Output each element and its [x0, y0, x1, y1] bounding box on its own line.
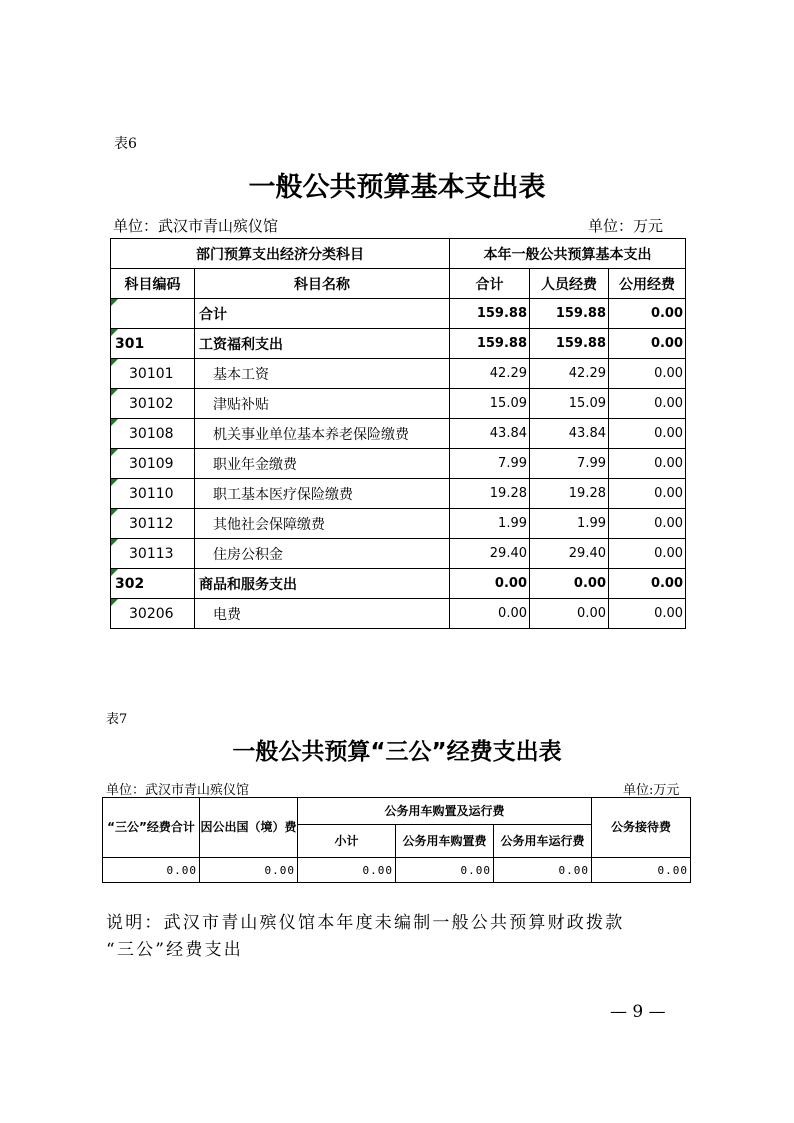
row-total: 159.88 — [450, 329, 530, 359]
row-code-text: 30206 — [129, 605, 174, 622]
table-row — [111, 329, 686, 359]
table-row — [111, 509, 686, 539]
row-total: 0.00 — [450, 599, 530, 629]
column-header-total: 合计 — [450, 269, 530, 299]
row-total: 29.40 — [450, 539, 530, 569]
table7-header-row-1 — [103, 798, 691, 825]
table-row — [111, 569, 686, 599]
row-code — [111, 509, 195, 539]
row-public: 0.00 — [609, 389, 686, 419]
row-public: 0.00 — [609, 479, 686, 509]
row-code-text: 30112 — [129, 515, 174, 532]
table6-group-header-row — [111, 239, 686, 269]
row-code — [111, 299, 195, 329]
page-number: — 9 — — [610, 1002, 666, 1022]
table7-value-row — [103, 858, 691, 883]
row-public: 0.00 — [609, 419, 686, 449]
header-vehicle-purchase: 公务用车购置费 — [396, 825, 494, 858]
row-code — [111, 569, 195, 599]
row-name: 津贴补贴 — [195, 389, 450, 419]
table-row — [111, 479, 686, 509]
three-public-expenditure-table — [102, 797, 691, 883]
row-total: 159.88 — [450, 299, 530, 329]
row-name: 机关事业单位基本养老保险缴费 — [195, 419, 450, 449]
cell-marker-icon — [111, 329, 118, 336]
table-row — [111, 359, 686, 389]
table-row — [111, 389, 686, 419]
group-header-right: 本年一般公共预算基本支出 — [450, 239, 686, 269]
header-vehicle-group: 公务用车购置及运行费 — [298, 798, 592, 825]
header-three-public-total: “三公”经费合计 — [103, 798, 200, 858]
row-code-text: 30109 — [129, 455, 174, 472]
row-code-text: 30113 — [129, 545, 174, 562]
row-total: 15.09 — [450, 389, 530, 419]
row-personnel: 159.88 — [530, 329, 609, 359]
row-public: 0.00 — [609, 599, 686, 629]
table6-label: 表6 — [114, 136, 137, 152]
row-total: 7.99 — [450, 449, 530, 479]
row-total: 43.84 — [450, 419, 530, 449]
note-line-1: 说明：武汉市青山殡仪馆本年度未编制一般公共预算财政拨款 — [106, 913, 625, 933]
header-reception: 公务接待费 — [592, 798, 691, 858]
row-personnel: 0.00 — [530, 569, 609, 599]
table6-column-header-row — [111, 269, 686, 299]
row-personnel: 43.84 — [530, 419, 609, 449]
row-name: 基本工资 — [195, 359, 450, 389]
table7-title: 一般公共预算“三公”经费支出表 — [232, 739, 562, 765]
basic-expenditure-table — [110, 238, 686, 629]
value-subtotal: 0.00 — [298, 858, 396, 883]
row-total: 1.99 — [450, 509, 530, 539]
row-total: 19.28 — [450, 479, 530, 509]
cell-marker-icon — [111, 569, 118, 576]
row-public: 0.00 — [609, 449, 686, 479]
header-subtotal: 小计 — [298, 825, 396, 858]
value-vehicle-operation: 0.00 — [494, 858, 592, 883]
table6-unit-left: 单位：武汉市青山殡仪馆 — [113, 217, 279, 235]
row-personnel: 1.99 — [530, 509, 609, 539]
row-public: 0.00 — [609, 299, 686, 329]
row-name: 职业年金缴费 — [195, 449, 450, 479]
header-vehicle-operation: 公务用车运行费 — [494, 825, 592, 858]
row-code-text: 30110 — [129, 485, 174, 502]
cell-marker-icon — [111, 539, 118, 546]
header-abroad: 因公出国（境）费 — [200, 798, 298, 858]
row-public: 0.00 — [609, 329, 686, 359]
row-personnel: 7.99 — [530, 449, 609, 479]
column-header-personnel: 人员经费 — [530, 269, 609, 299]
row-code — [111, 599, 195, 629]
table6-title: 一般公共预算基本支出表 — [248, 172, 546, 203]
cell-marker-icon — [111, 509, 118, 516]
value-three-public-total: 0.00 — [103, 858, 200, 883]
cell-marker-icon — [111, 449, 118, 456]
row-code — [111, 479, 195, 509]
column-header-code: 科目编码 — [111, 269, 195, 299]
row-public: 0.00 — [609, 359, 686, 389]
row-public: 0.00 — [609, 569, 686, 599]
value-vehicle-purchase: 0.00 — [396, 858, 494, 883]
cell-marker-icon — [111, 389, 118, 396]
row-code — [111, 389, 195, 419]
row-name: 工资福利支出 — [195, 329, 450, 359]
row-code-text: 30101 — [129, 365, 174, 382]
row-code-text: 302 — [115, 575, 145, 592]
row-personnel: 29.40 — [530, 539, 609, 569]
row-name: 合计 — [195, 299, 450, 329]
row-code-text: 30108 — [129, 425, 174, 442]
cell-marker-icon — [111, 299, 118, 306]
table-row — [111, 599, 686, 629]
cell-marker-icon — [111, 599, 118, 606]
table-row — [111, 539, 686, 569]
row-name: 电费 — [195, 599, 450, 629]
row-name: 住房公积金 — [195, 539, 450, 569]
row-code-text: 301 — [115, 335, 145, 352]
row-total: 42.29 — [450, 359, 530, 389]
row-code — [111, 449, 195, 479]
row-code — [111, 329, 195, 359]
cell-marker-icon — [111, 359, 118, 366]
row-personnel: 0.00 — [530, 599, 609, 629]
group-header-left: 部门预算支出经济分类科目 — [111, 239, 450, 269]
row-code — [111, 419, 195, 449]
table-row — [111, 299, 686, 329]
table-row — [111, 449, 686, 479]
row-personnel: 15.09 — [530, 389, 609, 419]
row-personnel: 159.88 — [530, 299, 609, 329]
row-name: 其他社会保障缴费 — [195, 509, 450, 539]
column-header-public: 公用经费 — [609, 269, 686, 299]
table7-label: 表7 — [106, 712, 128, 727]
row-code — [111, 539, 195, 569]
value-reception: 0.00 — [592, 858, 691, 883]
row-name: 职工基本医疗保险缴费 — [195, 479, 450, 509]
row-personnel: 42.29 — [530, 359, 609, 389]
value-abroad: 0.00 — [200, 858, 298, 883]
row-public: 0.00 — [609, 539, 686, 569]
row-code-text: 30102 — [129, 395, 174, 412]
table-row — [111, 419, 686, 449]
cell-marker-icon — [111, 419, 118, 426]
table7-unit-left: 单位：武汉市青山殡仪馆 — [106, 783, 250, 798]
row-personnel: 19.28 — [530, 479, 609, 509]
row-public: 0.00 — [609, 509, 686, 539]
column-header-name: 科目名称 — [195, 269, 450, 299]
note-line-2: “三公”经费支出 — [106, 940, 243, 960]
row-total: 0.00 — [450, 569, 530, 599]
table7-unit-right: 单位:万元 — [623, 783, 680, 798]
row-code — [111, 359, 195, 389]
row-name: 商品和服务支出 — [195, 569, 450, 599]
table6-unit-right: 单位：万元 — [588, 217, 664, 235]
cell-marker-icon — [111, 479, 118, 486]
